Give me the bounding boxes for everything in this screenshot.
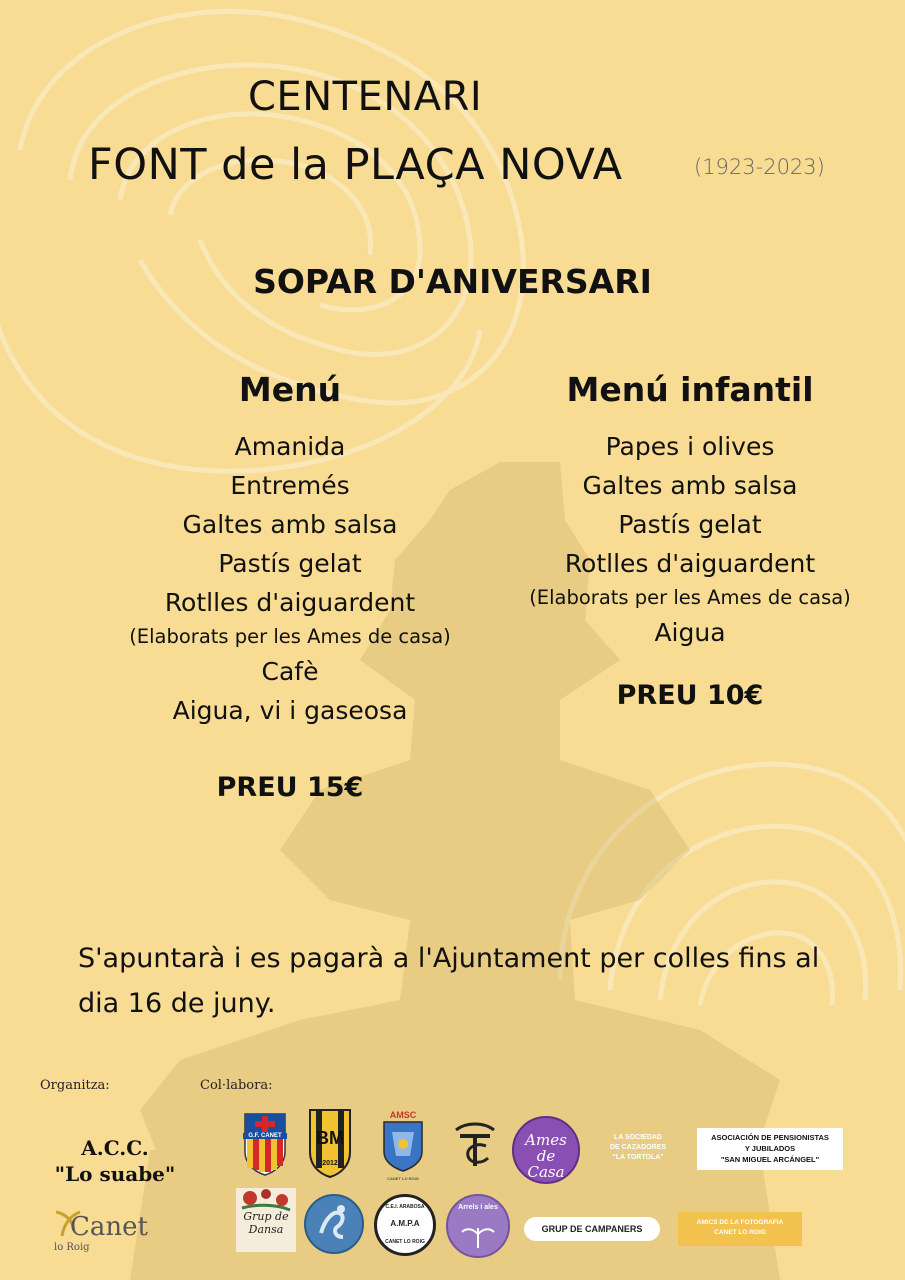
gf-canet-crest-icon xyxy=(243,1112,287,1176)
amsc-sub: CANET LO ROIG xyxy=(387,1176,419,1181)
kids-menu-item-note: (Elaborats per les Ames de casa) xyxy=(529,586,851,609)
arabosa-mid: A.M.P.A xyxy=(390,1219,420,1228)
gf-canet-label: G.F. CANET xyxy=(243,1133,287,1139)
fotografia-line2: CANET LO ROIG xyxy=(714,1229,766,1236)
kids-menu-items xyxy=(510,427,870,652)
menu-item: Aigua, vi i gaseosa xyxy=(172,696,408,725)
fotografia-line1: AMICS DE LA FOTOGRAFIA xyxy=(696,1219,784,1226)
pensionistas-line1: ASOCIACIÓN DE PENSIONISTAS xyxy=(711,1133,829,1142)
swimmer-logo-icon xyxy=(303,1193,365,1255)
organizer-logo xyxy=(40,1135,190,1187)
tree-icon xyxy=(448,1214,508,1254)
kids-menu-item: Aigua xyxy=(654,618,726,647)
collabora-label: Col·labora: xyxy=(200,1078,273,1093)
sociedad-line1: LA SOCIEDAD xyxy=(614,1134,662,1141)
amics-fotografia-logo xyxy=(678,1212,802,1246)
pensionistas-line3: "SAN MIGUEL ARCÁNGEL" xyxy=(720,1155,820,1164)
menu-price: PREU 15€ xyxy=(216,772,364,803)
arabosa-top: C.E.I. ARABOSA xyxy=(385,1204,425,1210)
grup-dansa-label: Grup de Dansa xyxy=(243,1210,289,1236)
menu-column xyxy=(100,370,480,803)
kids-menu-column xyxy=(510,370,870,711)
sociedad-line2: DE CAZADORES xyxy=(609,1144,666,1151)
kids-menu-item: Pastís gelat xyxy=(618,510,762,539)
title-centenari: CENTENARI xyxy=(248,74,483,120)
ames-de-casa-label: Ames de Casa xyxy=(525,1131,567,1181)
menu-item: Pastís gelat xyxy=(218,549,362,578)
tc-monogram-icon xyxy=(452,1120,498,1170)
menu-title: Menú xyxy=(238,370,342,409)
organizer-line1: A.C.C. xyxy=(81,1136,149,1160)
arrels-label: Arrels i ales xyxy=(458,1204,498,1211)
kids-menu-item: Rotlles d'aiguardent xyxy=(564,549,816,578)
menu-item: Amanida xyxy=(234,432,346,461)
arabosa-bottom: CANET LO ROIG xyxy=(385,1239,425,1245)
town-logo-text: Canet xyxy=(70,1212,148,1242)
subtitle-sopar: SOPAR D'ANIVERSARI xyxy=(253,262,652,301)
town-logo xyxy=(52,1208,162,1258)
town-logo-sub: lo Roig xyxy=(54,1242,90,1253)
amsc-logo xyxy=(380,1110,426,1180)
arrels-i-ales-logo xyxy=(446,1194,510,1258)
amsc-label: AMSC xyxy=(389,1110,417,1120)
organizer-line2: "Lo suabe" xyxy=(54,1162,176,1186)
arabosa-ampa-logo xyxy=(374,1194,436,1256)
ames-de-casa-logo xyxy=(512,1116,580,1184)
pensionistas-line2: Y JUBILADOS xyxy=(744,1144,796,1153)
title-font-placa-nova: FONT de la PLAÇA NOVA xyxy=(88,140,623,190)
menu-item: Rotlles d'aiguardent xyxy=(164,588,416,617)
bm-label: BM xyxy=(316,1128,344,1148)
kids-menu-title: Menú infantil xyxy=(566,370,814,409)
years-range: (1923-2023) xyxy=(694,155,825,179)
menu-item: Galtes amb salsa xyxy=(182,510,398,539)
menu-item: Cafè xyxy=(261,657,319,686)
kids-menu-price: PREU 10€ xyxy=(616,680,764,711)
kids-menu-item: Galtes amb salsa xyxy=(582,471,798,500)
pensionistas-logo xyxy=(697,1128,843,1170)
registration-notice: S'apuntarà i es pagarà a l'Ajuntament per colles fins al dia 16 de juny. xyxy=(78,943,820,1019)
sociedad-cazadores-logo xyxy=(598,1133,678,1163)
menu-item: Entremés xyxy=(230,471,350,500)
menu-item-note: (Elaborats per les Ames de casa) xyxy=(129,625,451,648)
grup-campaners-logo: GRUP DE CAMPANERS xyxy=(524,1217,660,1241)
bm-logo xyxy=(307,1108,353,1178)
organitza-label: Organitza: xyxy=(40,1078,110,1093)
menu-items xyxy=(100,427,480,730)
gf-canet-logo xyxy=(243,1112,287,1176)
kids-menu-item: Papes i olives xyxy=(605,432,775,461)
grup-dansa-logo xyxy=(236,1188,296,1252)
bm-year: 2012 xyxy=(322,1160,338,1167)
sociedad-line3: "LA TORTOLA" xyxy=(612,1154,664,1161)
amsc-shield-icon xyxy=(380,1120,426,1172)
